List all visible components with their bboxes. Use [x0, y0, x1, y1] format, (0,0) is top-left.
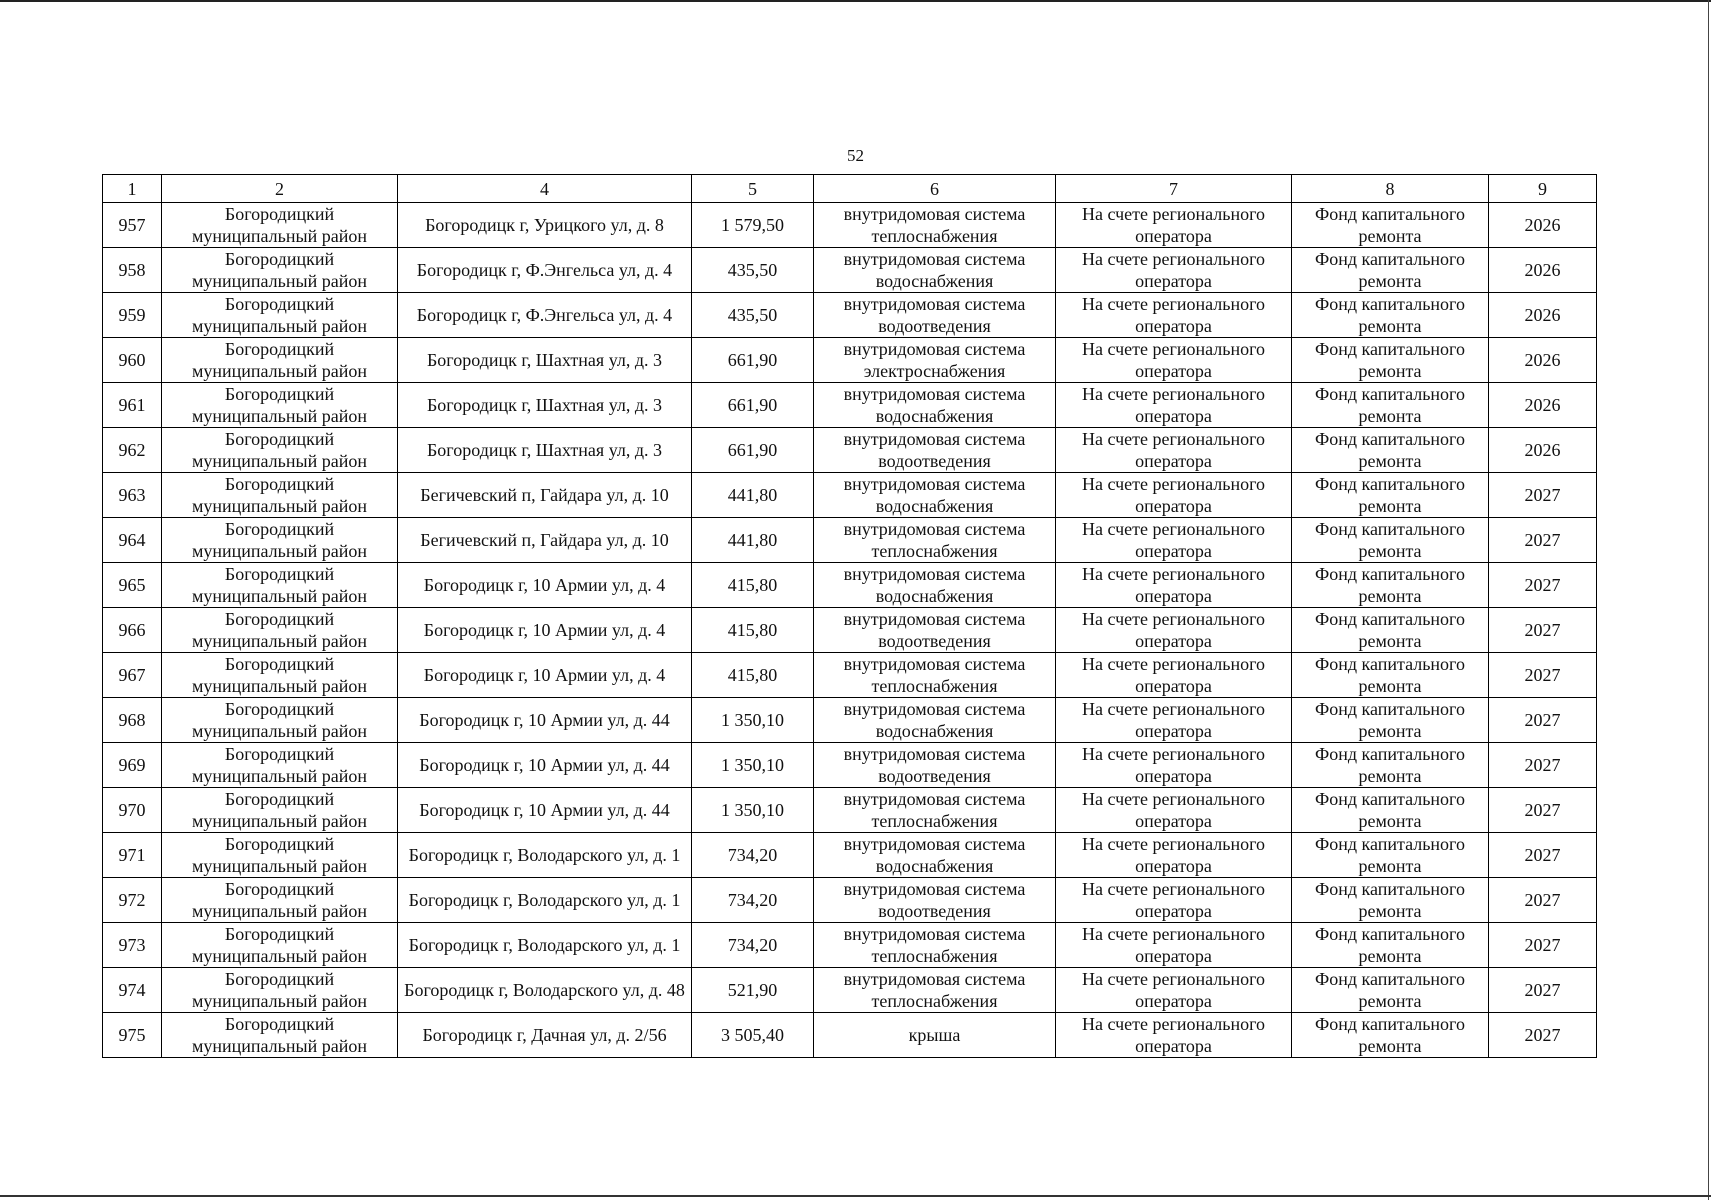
system-cell: внутридомовая система водоснабжения [814, 383, 1056, 428]
address-cell: Богородицк г, 10 Армии ул, д. 4 [398, 563, 692, 608]
area-cell: 1 350,10 [692, 743, 814, 788]
account-cell: На счете регионального оператора [1056, 563, 1292, 608]
column-header: 8 [1292, 175, 1489, 203]
account-cell: На счете регионального оператора [1056, 203, 1292, 248]
table-row [103, 248, 1597, 293]
district-cell: Богородицкий муниципальный район [162, 203, 398, 248]
fund-cell: Фонд капитального ремонта [1292, 338, 1489, 383]
account-cell: На счете регионального оператора [1056, 383, 1292, 428]
account-cell: На счете регионального оператора [1056, 653, 1292, 698]
address-cell: Богородицк г, Володарского ул, д. 48 [398, 968, 692, 1013]
column-header: 4 [398, 175, 692, 203]
area-cell: 415,80 [692, 653, 814, 698]
address-cell: Богородицк г, Урицкого ул, д. 8 [398, 203, 692, 248]
system-cell: внутридомовая система теплоснабжения [814, 203, 1056, 248]
area-cell: 441,80 [692, 518, 814, 563]
row-number-cell: 959 [103, 293, 162, 338]
area-cell: 734,20 [692, 878, 814, 923]
account-cell: На счете регионального оператора [1056, 293, 1292, 338]
system-cell: внутридомовая система теплоснабжения [814, 653, 1056, 698]
table-row [103, 653, 1597, 698]
address-cell: Богородицк г, Шахтная ул, д. 3 [398, 428, 692, 473]
fund-cell: Фонд капитального ремонта [1292, 743, 1489, 788]
table-row [103, 968, 1597, 1013]
district-cell: Богородицкий муниципальный район [162, 833, 398, 878]
district-cell: Богородицкий муниципальный район [162, 428, 398, 473]
system-cell: внутридомовая система водоотведения [814, 608, 1056, 653]
fund-cell: Фонд капитального ремонта [1292, 248, 1489, 293]
system-cell: внутридомовая система водоснабжения [814, 473, 1056, 518]
account-cell: На счете регионального оператора [1056, 923, 1292, 968]
table-row [103, 788, 1597, 833]
district-cell: Богородицкий муниципальный район [162, 473, 398, 518]
row-number-cell: 965 [103, 563, 162, 608]
fund-cell: Фонд капитального ремонта [1292, 608, 1489, 653]
area-cell: 734,20 [692, 923, 814, 968]
address-cell: Богородицк г, 10 Армии ул, д. 4 [398, 653, 692, 698]
row-number-cell: 967 [103, 653, 162, 698]
system-cell: внутридомовая система водоснабжения [814, 833, 1056, 878]
year-cell: 2027 [1489, 788, 1597, 833]
row-number-cell: 962 [103, 428, 162, 473]
year-cell: 2027 [1489, 698, 1597, 743]
year-cell: 2027 [1489, 923, 1597, 968]
fund-cell: Фонд капитального ремонта [1292, 518, 1489, 563]
account-cell: На счете регионального оператора [1056, 698, 1292, 743]
table-row [103, 428, 1597, 473]
area-cell: 435,50 [692, 248, 814, 293]
account-cell: На счете регионального оператора [1056, 608, 1292, 653]
system-cell: внутридомовая система водоотведения [814, 878, 1056, 923]
district-cell: Богородицкий муниципальный район [162, 563, 398, 608]
year-cell: 2026 [1489, 203, 1597, 248]
fund-cell: Фонд капитального ремонта [1292, 968, 1489, 1013]
row-number-cell: 963 [103, 473, 162, 518]
address-cell: Богородицк г, Дачная ул, д. 2/56 [398, 1013, 692, 1058]
fund-cell: Фонд капитального ремонта [1292, 293, 1489, 338]
table-row [103, 923, 1597, 968]
fund-cell: Фонд капитального ремонта [1292, 1013, 1489, 1058]
year-cell: 2026 [1489, 383, 1597, 428]
fund-cell: Фонд капитального ремонта [1292, 563, 1489, 608]
district-cell: Богородицкий муниципальный район [162, 788, 398, 833]
column-header: 2 [162, 175, 398, 203]
address-cell: Богородицк г, Володарского ул, д. 1 [398, 878, 692, 923]
table-row [103, 293, 1597, 338]
district-cell: Богородицкий муниципальный район [162, 878, 398, 923]
address-cell: Бегичевский п, Гайдара ул, д. 10 [398, 518, 692, 563]
district-cell: Богородицкий муниципальный район [162, 653, 398, 698]
column-header: 1 [103, 175, 162, 203]
row-number-cell: 970 [103, 788, 162, 833]
address-cell: Бегичевский п, Гайдара ул, д. 10 [398, 473, 692, 518]
district-cell: Богородицкий муниципальный район [162, 383, 398, 428]
year-cell: 2026 [1489, 428, 1597, 473]
system-cell: внутридомовая система водоснабжения [814, 248, 1056, 293]
fund-cell: Фонд капитального ремонта [1292, 473, 1489, 518]
area-cell: 1 350,10 [692, 698, 814, 743]
system-cell: внутридомовая система электроснабжения [814, 338, 1056, 383]
scan-edge-bottom [0, 1195, 1711, 1197]
district-cell: Богородицкий муниципальный район [162, 608, 398, 653]
row-number-cell: 958 [103, 248, 162, 293]
area-cell: 441,80 [692, 473, 814, 518]
account-cell: На счете регионального оператора [1056, 833, 1292, 878]
fund-cell: Фонд капитального ремонта [1292, 878, 1489, 923]
fund-cell: Фонд капитального ремонта [1292, 698, 1489, 743]
fund-cell: Фонд капитального ремонта [1292, 383, 1489, 428]
year-cell: 2027 [1489, 608, 1597, 653]
table-row [103, 383, 1597, 428]
address-cell: Богородицк г, Шахтная ул, д. 3 [398, 383, 692, 428]
year-cell: 2026 [1489, 338, 1597, 383]
area-cell: 1 350,10 [692, 788, 814, 833]
row-number-cell: 961 [103, 383, 162, 428]
table-row [103, 743, 1597, 788]
table-row [103, 608, 1597, 653]
area-cell: 661,90 [692, 338, 814, 383]
system-cell: внутридомовая система водоснабжения [814, 698, 1056, 743]
column-header: 5 [692, 175, 814, 203]
system-cell: внутридомовая система водоотведения [814, 743, 1056, 788]
column-header: 6 [814, 175, 1056, 203]
fund-cell: Фонд капитального ремонта [1292, 923, 1489, 968]
system-cell: крыша [814, 1013, 1056, 1058]
header-row [103, 175, 1597, 203]
area-cell: 415,80 [692, 608, 814, 653]
row-number-cell: 972 [103, 878, 162, 923]
area-cell: 661,90 [692, 428, 814, 473]
capital-repair-table [102, 174, 1597, 1058]
row-number-cell: 969 [103, 743, 162, 788]
account-cell: На счете регионального оператора [1056, 788, 1292, 833]
district-cell: Богородицкий муниципальный район [162, 338, 398, 383]
year-cell: 2027 [1489, 563, 1597, 608]
fund-cell: Фонд капитального ремонта [1292, 788, 1489, 833]
row-number-cell: 968 [103, 698, 162, 743]
table-row [103, 878, 1597, 923]
row-number-cell: 957 [103, 203, 162, 248]
system-cell: внутридомовая система теплоснабжения [814, 788, 1056, 833]
system-cell: внутридомовая система водоотведения [814, 428, 1056, 473]
area-cell: 415,80 [692, 563, 814, 608]
fund-cell: Фонд капитального ремонта [1292, 203, 1489, 248]
district-cell: Богородицкий муниципальный район [162, 248, 398, 293]
address-cell: Богородицк г, 10 Армии ул, д. 44 [398, 788, 692, 833]
district-cell: Богородицкий муниципальный район [162, 518, 398, 563]
area-cell: 435,50 [692, 293, 814, 338]
scan-edge-right [1708, 0, 1709, 1200]
area-cell: 521,90 [692, 968, 814, 1013]
year-cell: 2027 [1489, 473, 1597, 518]
address-cell: Богородицк г, Шахтная ул, д. 3 [398, 338, 692, 383]
year-cell: 2026 [1489, 248, 1597, 293]
fund-cell: Фонд капитального ремонта [1292, 653, 1489, 698]
year-cell: 2027 [1489, 518, 1597, 563]
account-cell: На счете регионального оператора [1056, 968, 1292, 1013]
area-cell: 3 505,40 [692, 1013, 814, 1058]
row-number-cell: 960 [103, 338, 162, 383]
area-cell: 661,90 [692, 383, 814, 428]
table-row [103, 473, 1597, 518]
address-cell: Богородицк г, 10 Армии ул, д. 44 [398, 743, 692, 788]
table-row [103, 833, 1597, 878]
area-cell: 734,20 [692, 833, 814, 878]
district-cell: Богородицкий муниципальный район [162, 743, 398, 788]
system-cell: внутридомовая система теплоснабжения [814, 923, 1056, 968]
district-cell: Богородицкий муниципальный район [162, 1013, 398, 1058]
district-cell: Богородицкий муниципальный район [162, 968, 398, 1013]
address-cell: Богородицк г, 10 Армии ул, д. 44 [398, 698, 692, 743]
address-cell: Богородицк г, Володарского ул, д. 1 [398, 833, 692, 878]
account-cell: На счете регионального оператора [1056, 428, 1292, 473]
system-cell: внутридомовая система водоснабжения [814, 563, 1056, 608]
fund-cell: Фонд капитального ремонта [1292, 833, 1489, 878]
system-cell: внутридомовая система теплоснабжения [814, 968, 1056, 1013]
row-number-cell: 966 [103, 608, 162, 653]
district-cell: Богородицкий муниципальный район [162, 698, 398, 743]
table-row [103, 203, 1597, 248]
table-row [103, 563, 1597, 608]
system-cell: внутридомовая система теплоснабжения [814, 518, 1056, 563]
scan-edge-top [0, 0, 1711, 2]
address-cell: Богородицк г, Ф.Энгельса ул, д. 4 [398, 248, 692, 293]
address-cell: Богородицк г, 10 Армии ул, д. 4 [398, 608, 692, 653]
year-cell: 2027 [1489, 968, 1597, 1013]
column-header: 7 [1056, 175, 1292, 203]
account-cell: На счете регионального оператора [1056, 1013, 1292, 1058]
year-cell: 2027 [1489, 743, 1597, 788]
table-row [103, 1013, 1597, 1058]
area-cell: 1 579,50 [692, 203, 814, 248]
year-cell: 2026 [1489, 293, 1597, 338]
row-number-cell: 974 [103, 968, 162, 1013]
year-cell: 2027 [1489, 1013, 1597, 1058]
row-number-cell: 973 [103, 923, 162, 968]
year-cell: 2027 [1489, 833, 1597, 878]
row-number-cell: 975 [103, 1013, 162, 1058]
account-cell: На счете регионального оператора [1056, 338, 1292, 383]
system-cell: внутридомовая система водоотведения [814, 293, 1056, 338]
row-number-cell: 964 [103, 518, 162, 563]
table-row [103, 518, 1597, 563]
row-number-cell: 971 [103, 833, 162, 878]
address-cell: Богородицк г, Володарского ул, д. 1 [398, 923, 692, 968]
account-cell: На счете регионального оператора [1056, 518, 1292, 563]
year-cell: 2027 [1489, 653, 1597, 698]
table-body [103, 203, 1597, 1058]
district-cell: Богородицкий муниципальный район [162, 923, 398, 968]
page-number: 52 [847, 146, 864, 165]
year-cell: 2027 [1489, 878, 1597, 923]
account-cell: На счете регионального оператора [1056, 878, 1292, 923]
fund-cell: Фонд капитального ремонта [1292, 428, 1489, 473]
table-row [103, 698, 1597, 743]
district-cell: Богородицкий муниципальный район [162, 293, 398, 338]
column-header: 9 [1489, 175, 1597, 203]
account-cell: На счете регионального оператора [1056, 473, 1292, 518]
address-cell: Богородицк г, Ф.Энгельса ул, д. 4 [398, 293, 692, 338]
account-cell: На счете регионального оператора [1056, 743, 1292, 788]
table-row [103, 338, 1597, 383]
account-cell: На счете регионального оператора [1056, 248, 1292, 293]
